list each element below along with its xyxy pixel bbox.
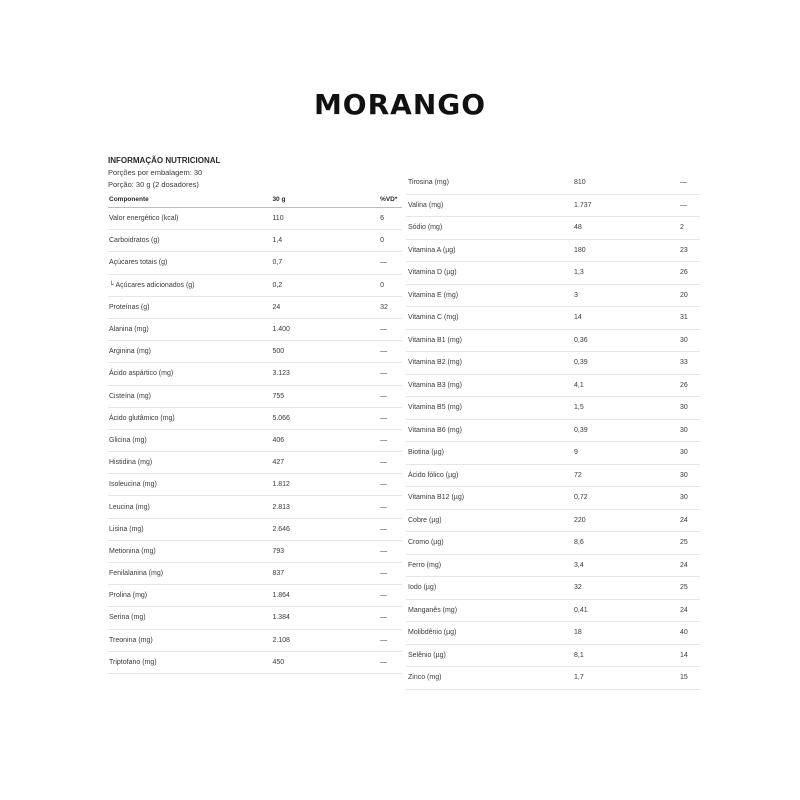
table-row [406, 262, 700, 285]
nutrient-name: Valor energético (kcal) [109, 215, 179, 223]
nutrient-vd: — [380, 259, 388, 267]
nutrient-vd: — [380, 636, 388, 644]
nutrient-name: Vitamina D (µg) [408, 269, 457, 277]
nutrient-amount: 14 [574, 314, 582, 322]
nutrient-amount: 0,39 [574, 426, 588, 434]
column-header-row [108, 191, 402, 208]
nutrient-name: Vitamina B2 (mg) [408, 359, 462, 367]
nutrient-name: Ferro (mg) [408, 561, 442, 569]
nutrient-name: Selênio (µg) [408, 651, 446, 659]
table-row [406, 217, 700, 240]
nutrient-amount: 793 [272, 547, 285, 555]
nutrient-name: Serina (mg) [109, 614, 146, 622]
left-table-body [108, 208, 402, 674]
nutrient-vd: 30 [680, 336, 688, 344]
table-row [108, 386, 402, 408]
table-row [406, 532, 700, 555]
table-row [406, 510, 700, 533]
nutrient-name: Prolina (mg) [109, 592, 148, 600]
nutrient-amount: 9 [574, 449, 578, 457]
nutrient-vd: — [380, 592, 388, 600]
nutrient-amount: 3,4 [574, 561, 584, 569]
nutrient-amount: 2.646 [272, 525, 290, 533]
nutrient-name: Vitamina B3 (mg) [408, 381, 462, 389]
nutrient-amount: 1.812 [272, 481, 290, 489]
table-row [406, 172, 700, 195]
table-row [108, 208, 402, 230]
nutrition-heading: INFORMAÇÃO NUTRICIONAL [108, 156, 221, 165]
nutrient-name: Zinco (mg) [408, 674, 442, 682]
nutrient-name: Vitamina A (µg) [408, 246, 456, 254]
nutrient-name: Cisteína (mg) [109, 392, 152, 400]
nutrient-name: Isoleucina (mg) [109, 481, 157, 489]
nutrient-name: Sódio (mg) [408, 224, 443, 232]
table-row [406, 487, 700, 510]
nutrient-amount: 8,6 [574, 539, 584, 547]
nutrient-name: Vitamina B1 (mg) [408, 336, 462, 344]
nutrient-name: Manganês (mg) [408, 606, 458, 614]
nutrient-vd: — [380, 436, 388, 444]
nutrient-name: Ácido glutâmico (mg) [109, 414, 175, 422]
column-header-vd: %VD* [380, 195, 398, 203]
nutrient-name: Cobre (µg) [408, 516, 442, 524]
nutrient-vd: 30 [680, 404, 688, 412]
nutrient-amount: 180 [574, 246, 586, 254]
table-row [406, 622, 700, 645]
nutrient-vd: 2 [680, 224, 684, 232]
table-row [108, 585, 402, 607]
nutrient-name: └ Açúcares adicionados (g) [109, 281, 195, 289]
nutrient-amount: 1.864 [272, 592, 290, 600]
nutrient-vd: 40 [680, 629, 688, 637]
nutrient-amount: 4,1 [574, 381, 584, 389]
nutrient-amount: 1,4 [272, 237, 283, 245]
table-row [108, 496, 402, 518]
table-row [406, 195, 700, 218]
nutrient-vd: 20 [680, 291, 688, 299]
nutrient-amount: 48 [574, 224, 582, 232]
nutrient-amount: 3 [574, 291, 578, 299]
table-row [108, 563, 402, 585]
nutrient-vd: — [380, 547, 388, 555]
nutrient-amount: 0,41 [574, 606, 588, 614]
column-header-component: Componente [109, 195, 149, 203]
nutrient-name: Vitamina B6 (mg) [408, 426, 462, 434]
nutrient-amount: 450 [272, 658, 285, 666]
nutrient-vd: 31 [680, 314, 688, 322]
nutrient-amount: 18 [574, 629, 582, 637]
nutrient-name: Treonina (mg) [109, 636, 153, 644]
nutrient-vd: — [380, 459, 388, 467]
nutrient-name: Triptofano (mg) [109, 658, 157, 666]
nutrient-amount: 406 [272, 436, 285, 444]
nutrient-amount: 2.813 [272, 503, 290, 511]
table-row [406, 442, 700, 465]
table-row [108, 652, 402, 674]
table-row [406, 375, 700, 398]
nutrient-vd: 14 [680, 651, 688, 659]
nutrient-name: Vitamina B12 (µg) [408, 494, 465, 502]
nutrient-vd: 24 [680, 561, 688, 569]
nutrient-amount: 0,7 [272, 259, 283, 267]
nutrient-vd: 15 [680, 674, 688, 682]
nutrient-amount: 5.066 [272, 414, 290, 422]
table-row [108, 297, 402, 319]
table-row [406, 352, 700, 375]
nutrient-vd: — [380, 392, 388, 400]
nutrient-name: Vitamina B5 (mg) [408, 404, 462, 412]
table-row [406, 577, 700, 600]
nutrient-vd: — [380, 614, 388, 622]
nutrient-vd: 0 [380, 237, 384, 245]
table-row [406, 420, 700, 443]
nutrient-name: Molibdênio (µg) [408, 629, 457, 637]
nutrient-name: Glicina (mg) [109, 436, 147, 444]
nutrient-vd: — [380, 503, 388, 511]
table-row [108, 630, 402, 652]
nutrient-vd: 24 [680, 606, 688, 614]
nutrient-amount: 2.108 [272, 636, 290, 644]
table-row [406, 645, 700, 668]
nutrient-vd: — [380, 481, 388, 489]
nutrient-amount: 755 [272, 392, 285, 400]
nutrient-amount: 3.123 [272, 370, 290, 378]
nutrient-amount: 72 [574, 471, 582, 479]
table-row [108, 230, 402, 252]
table-row [406, 555, 700, 578]
nutrient-amount: 8,1 [574, 651, 584, 659]
nutrient-amount: 220 [574, 516, 586, 524]
nutrient-name: Histidina (mg) [109, 459, 153, 467]
nutrient-name: Iodo (µg) [408, 584, 437, 592]
nutrient-vd: 25 [680, 584, 688, 592]
nutrient-amount: 0,39 [574, 359, 588, 367]
table-row [108, 275, 402, 297]
column-header-amount: 30 g [272, 195, 286, 203]
nutrient-vd: 30 [680, 449, 688, 457]
nutrient-amount: 837 [272, 570, 285, 578]
nutrient-vd: — [380, 525, 388, 533]
nutrient-name: Vitamina C (mg) [408, 314, 459, 322]
nutrient-name: Metionina (mg) [109, 547, 156, 555]
table-row [108, 541, 402, 563]
nutrient-vd: — [380, 570, 388, 578]
table-row [108, 341, 402, 363]
nutrient-vd: 0 [380, 281, 384, 289]
nutrient-name: Tirosina (mg) [408, 179, 449, 187]
nutrient-vd: 30 [680, 426, 688, 434]
nutrient-amount: 0,2 [272, 281, 283, 289]
nutrient-vd: — [680, 201, 687, 209]
portion-size: Porção: 30 g (2 dosadores) [108, 180, 199, 189]
table-row [108, 474, 402, 496]
table-row [108, 430, 402, 452]
nutrient-amount: 500 [272, 348, 285, 356]
nutrient-amount: 810 [574, 179, 586, 187]
nutrient-vd: 32 [380, 303, 388, 311]
nutrient-amount: 1,3 [574, 269, 584, 277]
nutrient-vd: 33 [680, 359, 688, 367]
nutrient-amount: 0,36 [574, 336, 588, 344]
table-row [406, 285, 700, 308]
nutrition-table-left [108, 155, 402, 674]
nutrition-table-right [406, 172, 700, 690]
nutrient-amount: 1,7 [574, 674, 584, 682]
nutrient-name: Carboidratos (g) [109, 237, 160, 245]
table-row [406, 465, 700, 488]
nutrient-name: Vitamina E (mg) [408, 291, 459, 299]
nutrient-vd: 30 [680, 471, 688, 479]
servings-per-package: Porções por embalagem: 30 [108, 168, 203, 177]
nutrient-amount: 1,5 [574, 404, 584, 412]
table-row [108, 363, 402, 385]
table-row [108, 452, 402, 474]
nutrient-name: Biotina (µg) [408, 449, 444, 457]
table-row [108, 319, 402, 341]
nutrient-name: Cromo (µg) [408, 539, 444, 547]
nutrient-amount: 1.737 [574, 201, 592, 209]
nutrient-name: Lisina (mg) [109, 525, 144, 533]
table-row [406, 397, 700, 420]
table-row [406, 240, 700, 263]
nutrient-amount: 1.400 [272, 326, 290, 334]
nutrient-amount: 0,72 [574, 494, 588, 502]
nutrient-amount: 32 [574, 584, 582, 592]
table-row [406, 307, 700, 330]
right-table-body [406, 172, 700, 690]
nutrient-vd: — [680, 179, 687, 187]
table-row [406, 600, 700, 623]
flavor-title: MORANGO [313, 88, 487, 121]
table-row [108, 519, 402, 541]
table-row [108, 408, 402, 430]
nutrient-vd: — [380, 348, 388, 356]
nutrient-vd: 26 [680, 269, 688, 277]
table-row [108, 607, 402, 629]
table-row [108, 252, 402, 274]
nutrient-name: Alanina (mg) [109, 326, 149, 334]
table-row [406, 330, 700, 353]
nutrient-name: Ácido aspártico (mg) [109, 370, 174, 378]
nutrient-vd: 23 [680, 246, 688, 254]
nutrient-vd: 25 [680, 539, 688, 547]
table-row [406, 667, 700, 690]
nutrient-name: Açúcares totais (g) [109, 259, 168, 267]
nutrient-amount: 24 [272, 303, 281, 311]
nutrient-vd: — [380, 326, 388, 334]
nutrient-amount: 1.384 [272, 614, 290, 622]
nutrient-amount: 110 [272, 215, 284, 223]
nutrient-name: Valina (mg) [408, 201, 444, 209]
nutrient-vd: 24 [680, 516, 688, 524]
nutrient-vd: 26 [680, 381, 688, 389]
nutrient-name: Ácido fólico (µg) [408, 471, 459, 479]
nutrient-vd: 6 [380, 215, 384, 223]
nutrient-vd: 30 [680, 494, 688, 502]
nutrient-name: Arginina (mg) [109, 348, 152, 356]
nutrient-amount: 427 [272, 459, 285, 467]
nutrient-vd: — [380, 658, 388, 666]
nutrient-name: Leucina (mg) [109, 503, 150, 511]
nutrient-vd: — [380, 370, 388, 378]
nutrient-name: Fenilalanina (mg) [109, 570, 164, 578]
nutrient-vd: — [380, 414, 388, 422]
nutrient-name: Proteínas (g) [109, 303, 150, 311]
